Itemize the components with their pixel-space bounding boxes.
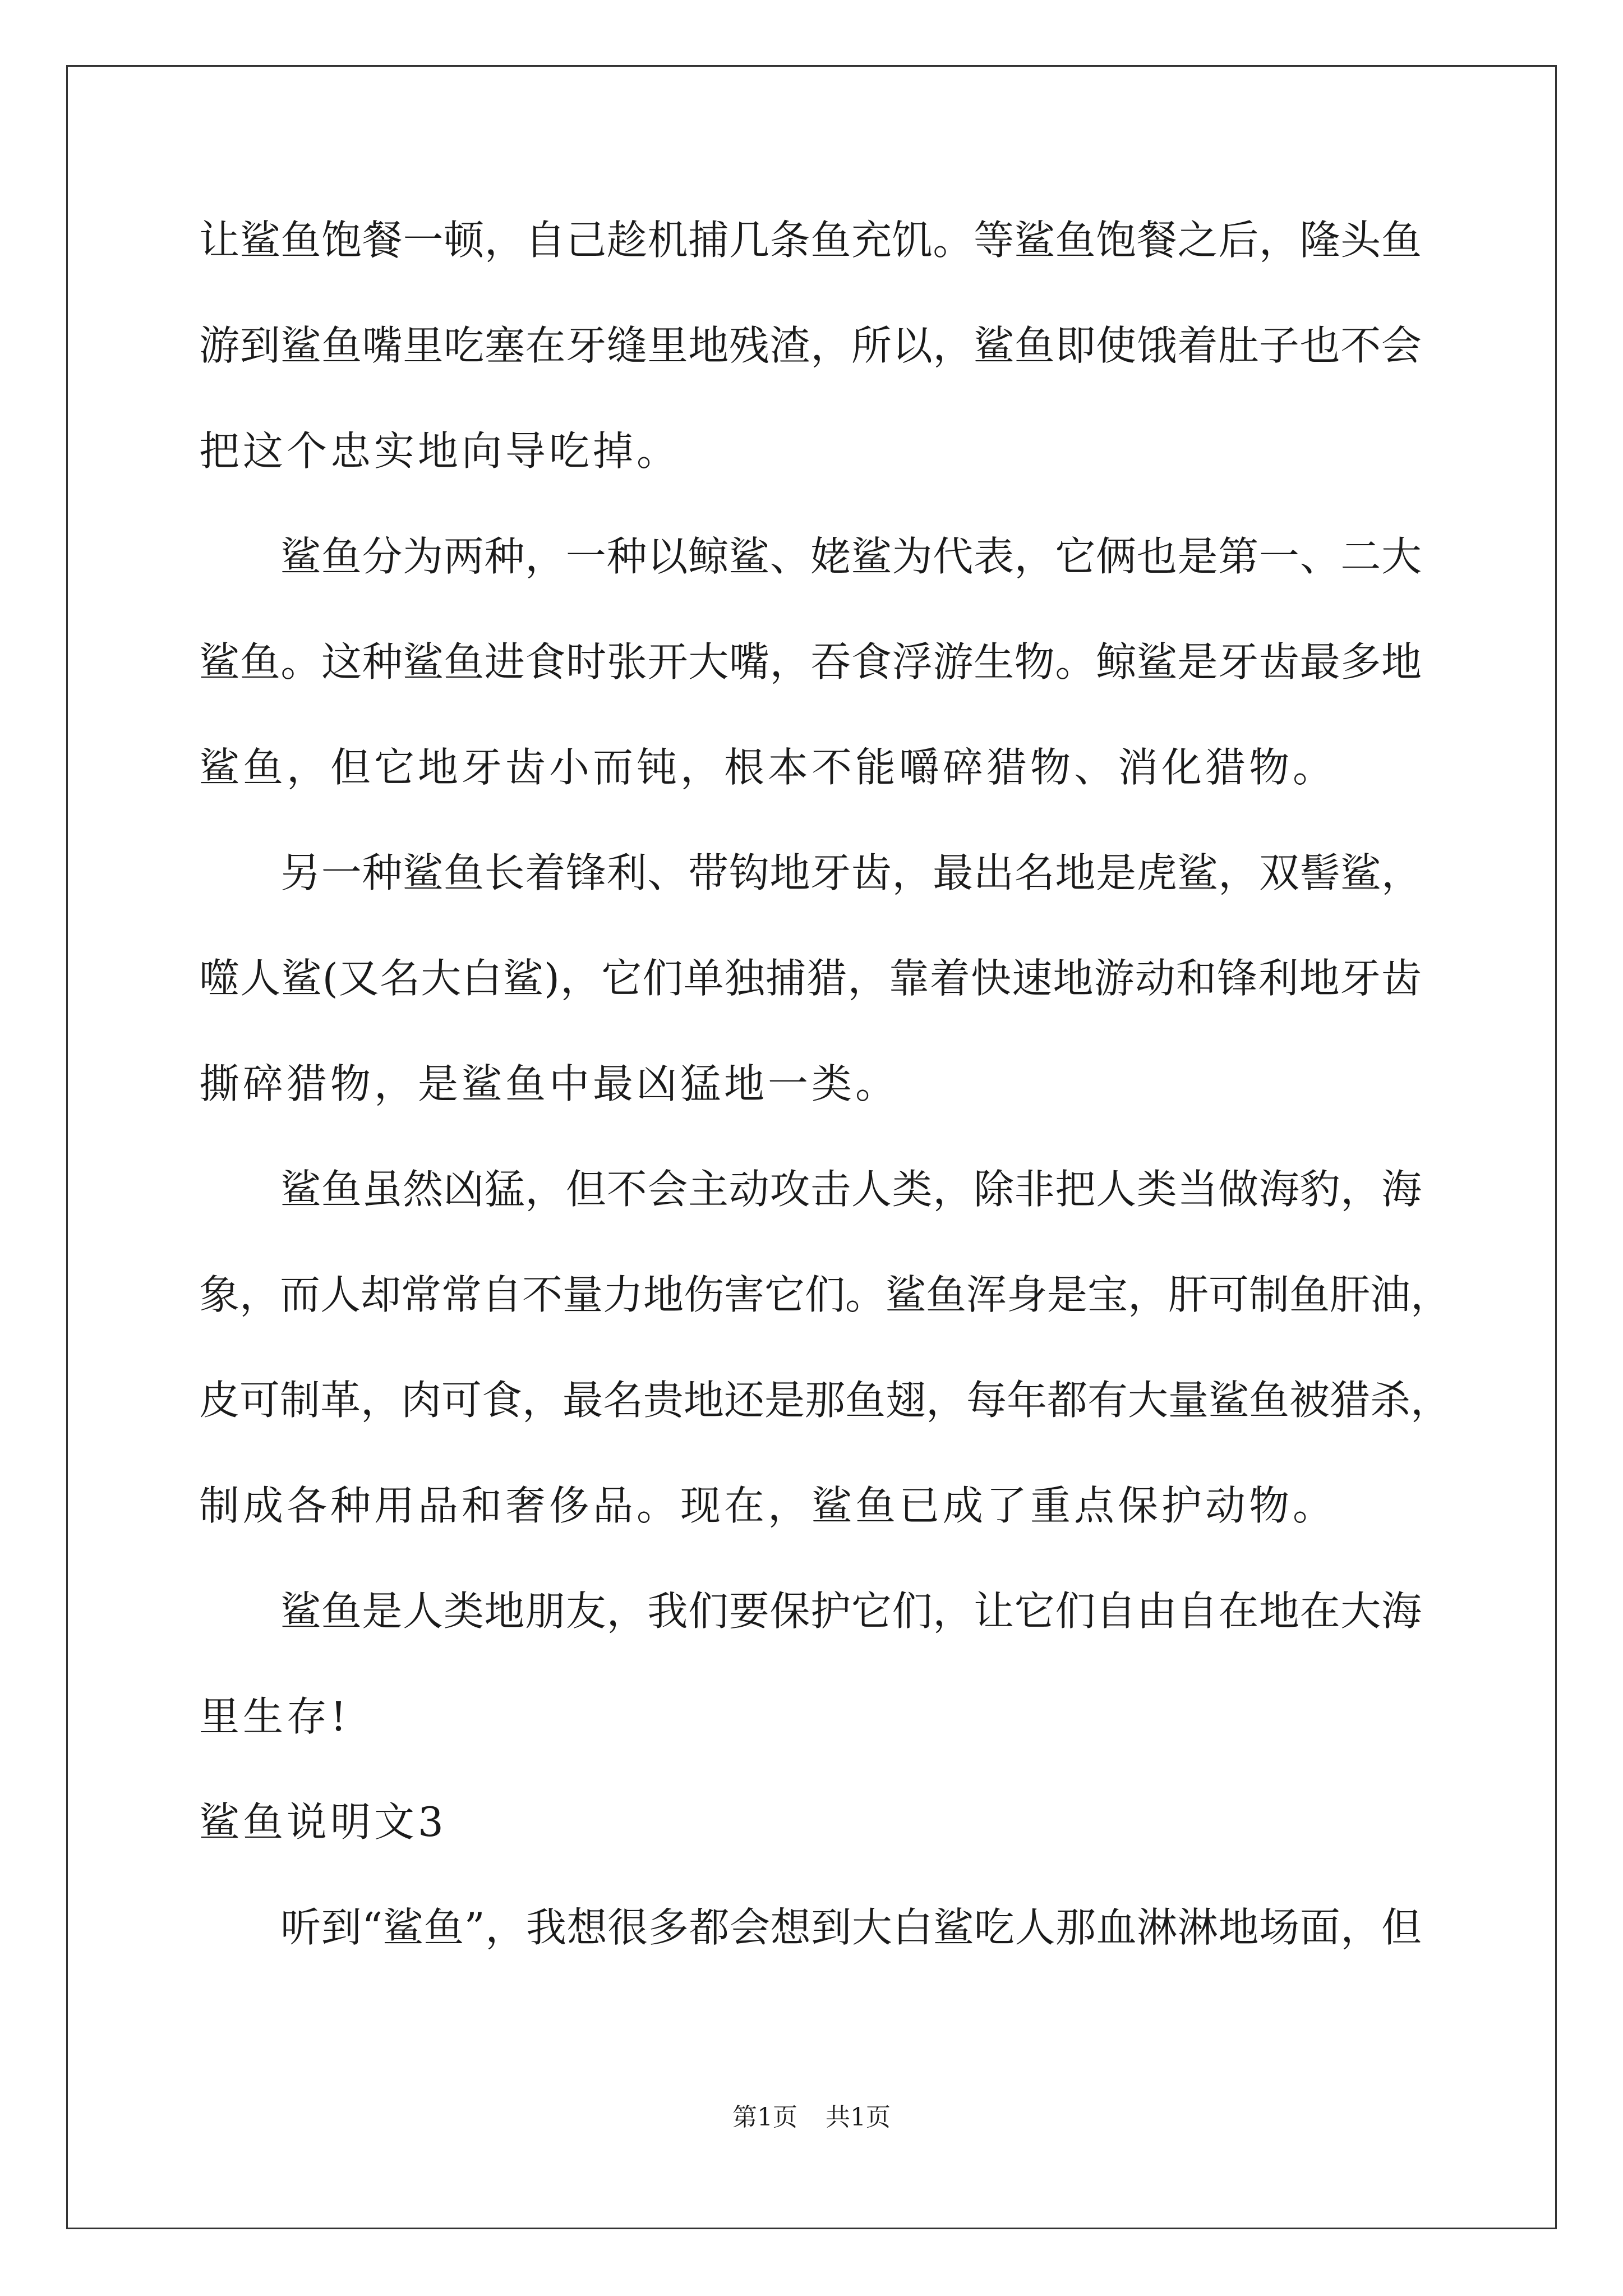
- text-line: 鲨鱼。这种鲨鱼进食时张开大嘴，吞食浮游生物。鲸鲨是牙齿最多地: [199, 638, 1422, 685]
- text-line: 里生存!: [199, 1693, 350, 1740]
- text-line: 噬人鲨(又名大白鲨)，它们单独捕猎，靠着快速地游动和锋利地牙齿: [199, 955, 1422, 1002]
- text-line: 鲨鱼是人类地朋友，我们要保护它们，让它们自由自在地在大海: [280, 1588, 1422, 1635]
- text-line: 让鲨鱼饱餐一顿，自己趁机捕几条鱼充饥。等鲨鱼饱餐之后，隆头鱼: [199, 217, 1422, 264]
- page-footer: [0, 2101, 1623, 2134]
- text-line: 鲨鱼虽然凶猛，但不会主动攻击人类，除非把人类当做海豹，海: [280, 1166, 1422, 1213]
- page-total: 共1页: [826, 2103, 891, 2132]
- text-line: 听到“鲨鱼”，我想很多都会想到大白鲨吃人那血淋淋地场面，但: [280, 1904, 1422, 1951]
- text-line: 游到鲨鱼嘴里吃塞在牙缝里地残渣，所以，鲨鱼即使饿着肚子也不会: [199, 322, 1422, 369]
- page-number: 第1页: [732, 2103, 797, 2132]
- text-line: 鲨鱼，但它地牙齿小而钝，根本不能嚼碎猎物、消化猎物。: [199, 744, 1337, 791]
- text-line: 皮可制革，肉可食，最名贵地还是那鱼翅，每年都有大量鲨鱼被猎杀，: [199, 1377, 1451, 1424]
- text-line: 把这个忠实地向导吃掉。: [199, 427, 681, 475]
- section-heading: 鲨鱼说明文3: [199, 1798, 447, 1846]
- text-line: 鲨鱼分为两种，一种以鲸鲨、姥鲨为代表，它俩也是第一、二大: [280, 533, 1422, 580]
- text-line: 象，而人却常常自不量力地伤害它们。鲨鱼浑身是宝，肝可制鱼肝油，: [199, 1271, 1451, 1318]
- text-line: 制成各种用品和奢侈品。现在，鲨鱼已成了重点保护动物。: [199, 1482, 1337, 1529]
- text-line: 撕碎猎物，是鲨鱼中最凶猛地一类。: [199, 1060, 900, 1107]
- text-line: 另一种鲨鱼长着锋利、带钩地牙齿，最出名地是虎鲨，双髻鲨，: [280, 849, 1422, 896]
